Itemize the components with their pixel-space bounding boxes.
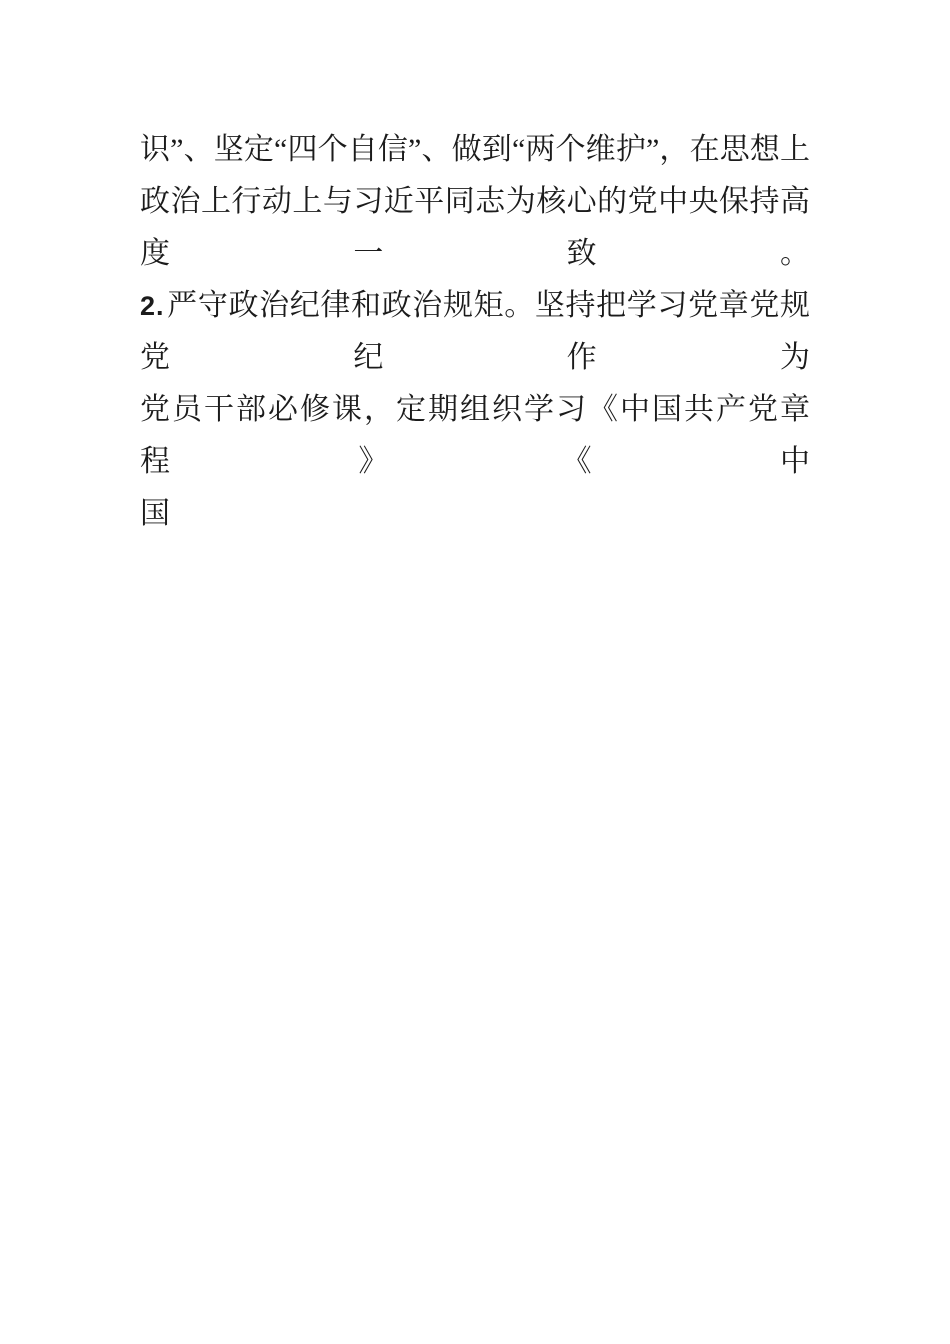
intro-paragraph-line-2: 政治上行动上与习近平同志为核心的党中央保持高度一致。 [140,185,810,270]
intro-paragraph-line-1: 识”、坚定“四个自信”、做到“两个维护”，在思想上 [140,133,810,166]
item2-line-1 [140,280,810,384]
item2-line-2: 党员干部必修课，定期组织学习《中国共产党章程》《中 [140,393,810,478]
item2-heading-text: 严守政治纪律和政治规矩。坚持把学习党章党规党纪作为 [140,289,810,374]
item2-line-3: 国 [140,497,170,530]
document-text-block [140,124,810,540]
item2-number: 2. [140,291,165,321]
